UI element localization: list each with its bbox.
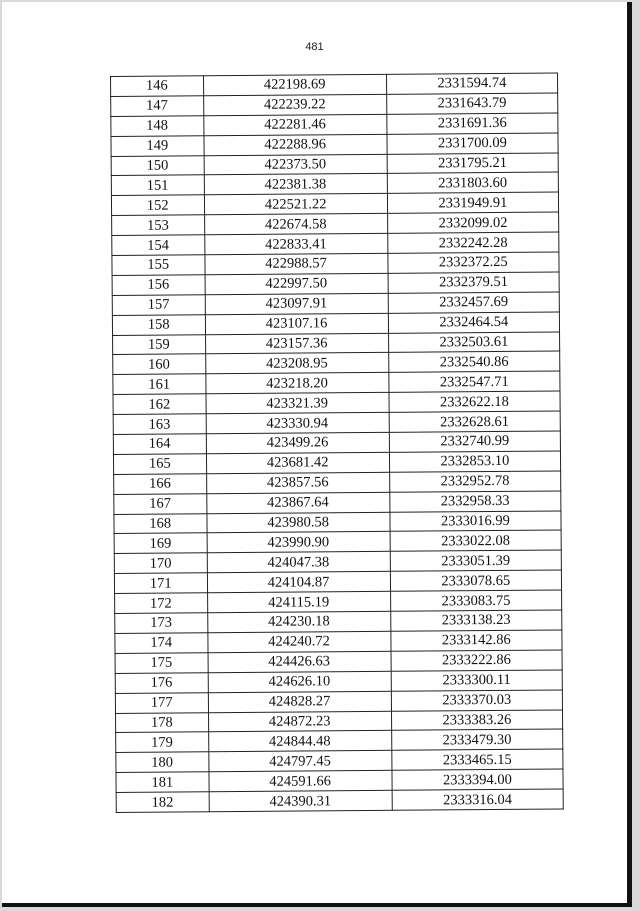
x-coordinate-cell: 424240.72 (207, 631, 390, 652)
x-coordinate-cell: 423157.36 (205, 333, 388, 354)
point-number-cell: 179 (116, 732, 209, 753)
x-coordinate-cell: 423681.42 (206, 452, 389, 473)
y-coordinate-cell: 2331803.60 (387, 172, 558, 193)
point-number-cell: 153 (112, 215, 205, 236)
point-number-cell: 156 (112, 275, 205, 296)
point-number-cell: 157 (112, 295, 205, 316)
x-coordinate-cell: 423499.26 (206, 432, 389, 453)
point-number-cell: 167 (114, 493, 207, 514)
y-coordinate-cell: 2332242.28 (387, 232, 558, 253)
y-coordinate-cell: 2333051.39 (390, 550, 561, 571)
table-row (116, 789, 563, 812)
x-coordinate-cell: 424426.63 (208, 651, 391, 672)
y-coordinate-cell: 2332628.61 (389, 411, 560, 432)
y-coordinate-cell: 2332853.10 (389, 451, 560, 472)
x-coordinate-cell: 424872.23 (208, 711, 391, 732)
x-coordinate-cell: 422288.96 (203, 134, 386, 155)
coordinate-table (110, 72, 564, 812)
y-coordinate-cell: 2332958.33 (389, 491, 560, 512)
x-coordinate-cell: 424828.27 (208, 691, 391, 712)
point-number-cell: 181 (116, 772, 209, 793)
y-coordinate-cell: 2333465.15 (391, 749, 562, 770)
x-coordinate-cell: 423867.64 (206, 492, 389, 513)
y-coordinate-cell: 2333383.26 (391, 709, 562, 730)
y-coordinate-cell: 2332622.18 (389, 391, 560, 412)
x-coordinate-cell: 424844.48 (208, 731, 391, 752)
y-coordinate-cell: 2333083.75 (390, 590, 561, 611)
point-number-cell: 150 (111, 155, 204, 176)
point-number-cell: 175 (115, 653, 208, 674)
point-number-cell: 147 (111, 96, 204, 117)
x-coordinate-cell: 423321.39 (206, 393, 389, 414)
point-number-cell: 152 (111, 195, 204, 216)
y-coordinate-cell: 2332379.51 (388, 272, 559, 293)
point-number-cell: 170 (114, 553, 207, 574)
x-coordinate-cell: 422198.69 (203, 74, 386, 95)
point-number-cell: 164 (113, 434, 206, 455)
x-coordinate-cell: 422373.50 (204, 154, 387, 175)
x-coordinate-cell: 423990.90 (207, 532, 390, 553)
y-coordinate-cell: 2331594.74 (386, 73, 557, 94)
y-coordinate-cell: 2333370.03 (391, 690, 562, 711)
point-number-cell: 182 (116, 792, 209, 813)
y-coordinate-cell: 2332952.78 (389, 471, 560, 492)
y-coordinate-cell: 2332099.02 (387, 212, 558, 233)
point-number-cell: 154 (112, 235, 205, 256)
point-number-cell: 149 (111, 135, 204, 156)
point-number-cell: 159 (113, 334, 206, 355)
point-number-cell: 155 (112, 255, 205, 276)
y-coordinate-cell: 2333142.86 (391, 630, 562, 651)
x-coordinate-cell: 424104.87 (207, 572, 390, 593)
point-number-cell: 176 (115, 672, 208, 693)
point-number-cell: 174 (115, 633, 208, 654)
x-coordinate-cell: 422521.22 (204, 194, 387, 215)
page-number: 481 (305, 41, 324, 53)
y-coordinate-cell: 2331949.91 (387, 192, 558, 213)
point-number-cell: 169 (114, 533, 207, 554)
x-coordinate-cell: 423980.58 (206, 512, 389, 533)
x-coordinate-cell: 424626.10 (208, 671, 391, 692)
point-number-cell: 168 (114, 513, 207, 534)
x-coordinate-cell: 424797.45 (208, 751, 391, 772)
coordinate-table-body (111, 73, 564, 812)
x-coordinate-cell: 424390.31 (209, 790, 392, 811)
y-coordinate-cell: 2333016.99 (390, 511, 561, 532)
y-coordinate-cell: 2332740.99 (389, 431, 560, 452)
x-coordinate-cell: 423107.16 (205, 313, 388, 334)
x-coordinate-cell: 422833.41 (204, 233, 387, 254)
document-page (2, 2, 632, 907)
point-number-cell: 173 (115, 613, 208, 634)
y-coordinate-cell: 2333078.65 (390, 570, 561, 591)
point-number-cell: 161 (113, 374, 206, 395)
y-coordinate-cell: 2333479.30 (391, 729, 562, 750)
point-number-cell: 165 (113, 454, 206, 475)
x-coordinate-cell: 422281.46 (203, 114, 386, 135)
point-number-cell: 146 (111, 76, 204, 97)
y-coordinate-cell: 2332457.69 (388, 292, 559, 313)
y-coordinate-cell: 2333022.08 (390, 530, 561, 551)
y-coordinate-cell: 2333222.86 (391, 650, 562, 671)
point-number-cell: 148 (111, 116, 204, 137)
x-coordinate-cell: 423097.91 (205, 293, 388, 314)
x-coordinate-cell: 424591.66 (208, 770, 391, 791)
x-coordinate-cell: 422988.57 (204, 253, 387, 274)
point-number-cell: 166 (114, 474, 207, 495)
y-coordinate-cell: 2332372.25 (388, 252, 559, 273)
point-number-cell: 160 (113, 354, 206, 375)
y-coordinate-cell: 2333300.11 (391, 670, 562, 691)
point-number-cell: 162 (113, 394, 206, 415)
x-coordinate-cell: 423218.20 (205, 373, 388, 394)
y-coordinate-cell: 2332540.86 (388, 351, 559, 372)
point-number-cell: 180 (116, 752, 209, 773)
y-coordinate-cell: 2331691.36 (386, 113, 557, 134)
y-coordinate-cell: 2333138.23 (390, 610, 561, 631)
point-number-cell: 151 (111, 175, 204, 196)
point-number-cell: 158 (112, 314, 205, 335)
x-coordinate-cell: 424230.18 (207, 611, 390, 632)
x-coordinate-cell: 422674.58 (204, 214, 387, 235)
coordinate-table-wrapper (110, 72, 564, 812)
point-number-cell: 163 (113, 414, 206, 435)
y-coordinate-cell: 2333316.04 (392, 789, 563, 810)
y-coordinate-cell: 2331643.79 (386, 93, 557, 114)
point-number-cell: 172 (115, 593, 208, 614)
y-coordinate-cell: 2332464.54 (388, 312, 559, 333)
point-number-cell: 177 (115, 692, 208, 713)
x-coordinate-cell: 423208.95 (205, 353, 388, 374)
y-coordinate-cell: 2332503.61 (388, 332, 559, 353)
y-coordinate-cell: 2331795.21 (387, 153, 558, 174)
x-coordinate-cell: 423330.94 (206, 412, 389, 433)
x-coordinate-cell: 422381.38 (204, 174, 387, 195)
x-coordinate-cell: 422239.22 (203, 94, 386, 115)
point-number-cell: 178 (116, 712, 209, 733)
x-coordinate-cell: 424115.19 (207, 591, 390, 612)
y-coordinate-cell: 2332547.71 (389, 371, 560, 392)
point-number-cell: 171 (114, 573, 207, 594)
x-coordinate-cell: 423857.56 (206, 472, 389, 493)
y-coordinate-cell: 2333394.00 (392, 769, 563, 790)
y-coordinate-cell: 2331700.09 (387, 133, 558, 154)
x-coordinate-cell: 424047.38 (207, 552, 390, 573)
x-coordinate-cell: 422997.50 (205, 273, 388, 294)
